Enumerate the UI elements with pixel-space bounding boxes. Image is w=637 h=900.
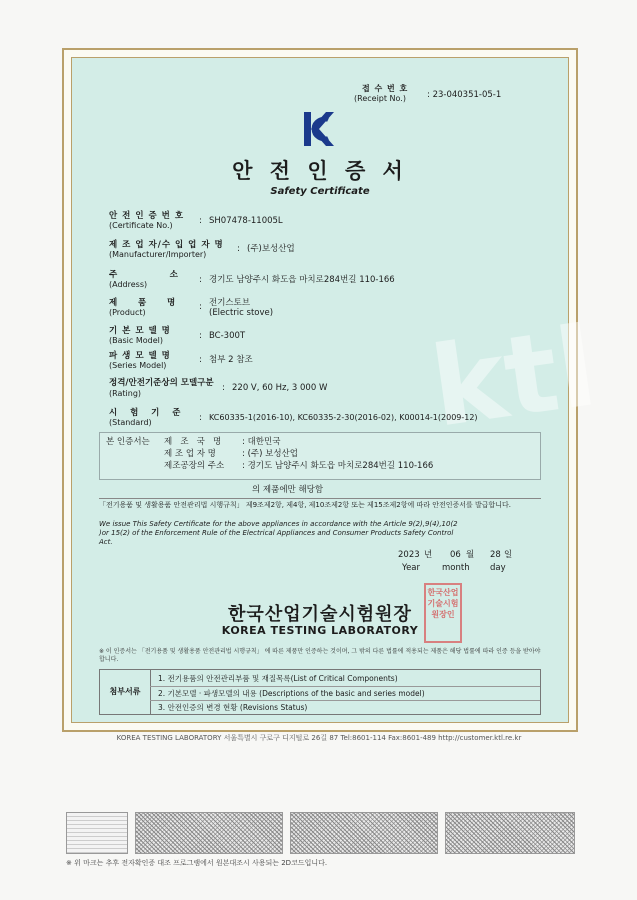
field-label-ko: 제 품 명 (109, 298, 177, 308)
factory-box (99, 432, 541, 480)
attachment-divider (150, 700, 540, 701)
issuer-en: KOREA TESTING LABORATORY (221, 624, 419, 637)
field-label-ko: 정격/안전기준상의 모델구분 (109, 378, 214, 388)
attachment-divider (150, 686, 540, 687)
field-label-ko: 파 생 모 델 명 (109, 351, 171, 361)
date-year-ko: 년 (424, 550, 433, 560)
field-label-ko: 안 전 인 증 번 호 (109, 211, 185, 221)
attachments-label: 첨부서류 (100, 670, 151, 714)
2d-code-small (66, 812, 128, 854)
barcode-note: ※ 위 마크는 추후 전자확인증 대조 프로그램에서 원본대조시 사용되는 2D코드입니다. (66, 859, 328, 867)
receipt-label-en: (Receipt No.) (354, 94, 406, 103)
field-label-ko: 제 조 업 자/수 입 업 자 명 (109, 240, 224, 250)
field-label-ko: 주 소 (109, 270, 179, 280)
field-label-en: (Certificate No.) (109, 221, 173, 230)
field-label-en: (Series Model) (109, 361, 167, 370)
rating-value: 220 V, 60 Hz, 3 000 W (232, 383, 328, 393)
field-label-en: (Manufacturer/Importer) (109, 250, 207, 259)
ktl-watermark: ktl (423, 302, 604, 452)
product-value-en: (Electric stove) (209, 308, 274, 318)
date-year: 2023 (398, 550, 420, 560)
address-value: 경기도 남양주시 화도읍 마치로284번길 110-166 (209, 275, 395, 285)
statement-ko: 「전기용품 및 생활용품 안전관리법 시행규칙」 제9조제2항, 제4항, 제10조제2항 또는 제15조제2항에 따라 안전인증서를 발급합니다. (99, 501, 512, 509)
field-colon: : (199, 331, 202, 341)
factory-row-value: : (주) 보성산업 (242, 449, 298, 459)
receipt-label-ko: 접 수 번 호 (362, 84, 409, 93)
field-colon: : (199, 216, 202, 226)
attachments-box (99, 669, 541, 715)
field-label-en: (Rating) (109, 389, 142, 398)
factory-row-label: 제조공장의 주소 (164, 461, 225, 471)
statement-en-3: Act. (99, 538, 113, 546)
receipt-number: : 23-040351-05-1 (427, 90, 502, 100)
attachment-item: 1. 전기용품의 안전관리부품 및 재질목록(List of Critical Components) (158, 674, 398, 683)
field-label-en: (Standard) (109, 418, 152, 427)
2d-code (445, 812, 575, 854)
factory-row-value: : 대한민국 (242, 437, 281, 447)
statement-en-1: We issue This Safety Certificate for the above appliances in accordance with the Article 9(2),9(4),10(2 (99, 520, 458, 528)
field-label-ko: 시 험 기 준 (109, 408, 182, 418)
standard-value: KC60335-1(2016-10), KC60335-2-30(2016-02), K00014-1(2009-12) (209, 413, 478, 422)
field-colon: : (199, 275, 202, 285)
date-month-ko: 월 (466, 550, 475, 560)
factory-row-value: : 경기도 남양주시 화도읍 마치로284번길 110-166 (242, 461, 434, 471)
factory-row-label: 제 조 업 자 명 (164, 449, 216, 459)
factory-row-label: 제 조 국 명 (164, 437, 222, 447)
statement-en-2: )or 15(2) of the Enforcement Rule of the Electrical Appliances and Consumer Products Safety Control (99, 529, 454, 537)
notice-text: ※ 이 인증서는 「전기용품 및 생활용품 안전관리법 시행규칙」 에 따른 제품만 인증하는 것이며, 그 밖의 다른 법률에 적용되는 제품은 해당 법률에 따라 인증 등을 받아야 합니다. (99, 648, 541, 663)
attachment-item: 3. 안전인증의 변경 현황 (Revisions Status) (158, 703, 308, 712)
date-day-ko: 일 (504, 550, 513, 560)
field-colon: : (199, 413, 202, 423)
date-year-en: Year (402, 563, 420, 573)
certificate-number: SH07478-11005L (209, 216, 283, 226)
attachment-item: 2. 기본모델 · 파생모델의 내용 (Descriptions of the basic and series model) (158, 689, 425, 698)
field-label-ko: 기 본 모 델 명 (109, 326, 171, 336)
field-colon: : (199, 302, 202, 312)
2d-code (290, 812, 438, 854)
certificate-frame (62, 48, 604, 732)
manufacturer-value: (주)보성산업 (247, 244, 295, 254)
factory-intro: 본 인증서는 (106, 437, 150, 447)
date-month-en: month (442, 563, 470, 573)
field-label-en: (Basic Model) (109, 336, 163, 345)
footer-text: KOREA TESTING LABORATORY 서울특별시 구로구 디지털로 26길 87 Tel:8601-114 Fax:8601-489 http://customer.ktl.re.kr (116, 734, 522, 742)
series-model-value: 첨부 2 참조 (209, 355, 253, 365)
issuer-ko: 한국산업기술시험원장 (228, 604, 412, 625)
product-value: 전기스토브 (209, 298, 251, 308)
date-day-en: day (490, 563, 506, 573)
basic-model-value: BC-300T (209, 331, 246, 341)
certificate-body (71, 57, 604, 723)
field-colon: : (237, 244, 240, 254)
divider (99, 498, 541, 499)
factory-suffix: 의 제품에만 해당함 (252, 485, 324, 495)
field-label-en: (Product) (109, 308, 146, 317)
title-ko: 안 전 인 증 서 (232, 159, 408, 183)
date-month: 06 (450, 550, 461, 560)
title-en: Safety Certificate (270, 186, 370, 197)
date-day: 28 (490, 550, 501, 560)
field-label-en: (Address) (109, 280, 148, 289)
official-seal: 한국산업기술시험원장인 (424, 583, 462, 643)
field-colon: : (222, 383, 225, 393)
field-colon: : (199, 355, 202, 365)
2d-code (135, 812, 283, 854)
kc-mark-icon (298, 108, 340, 150)
